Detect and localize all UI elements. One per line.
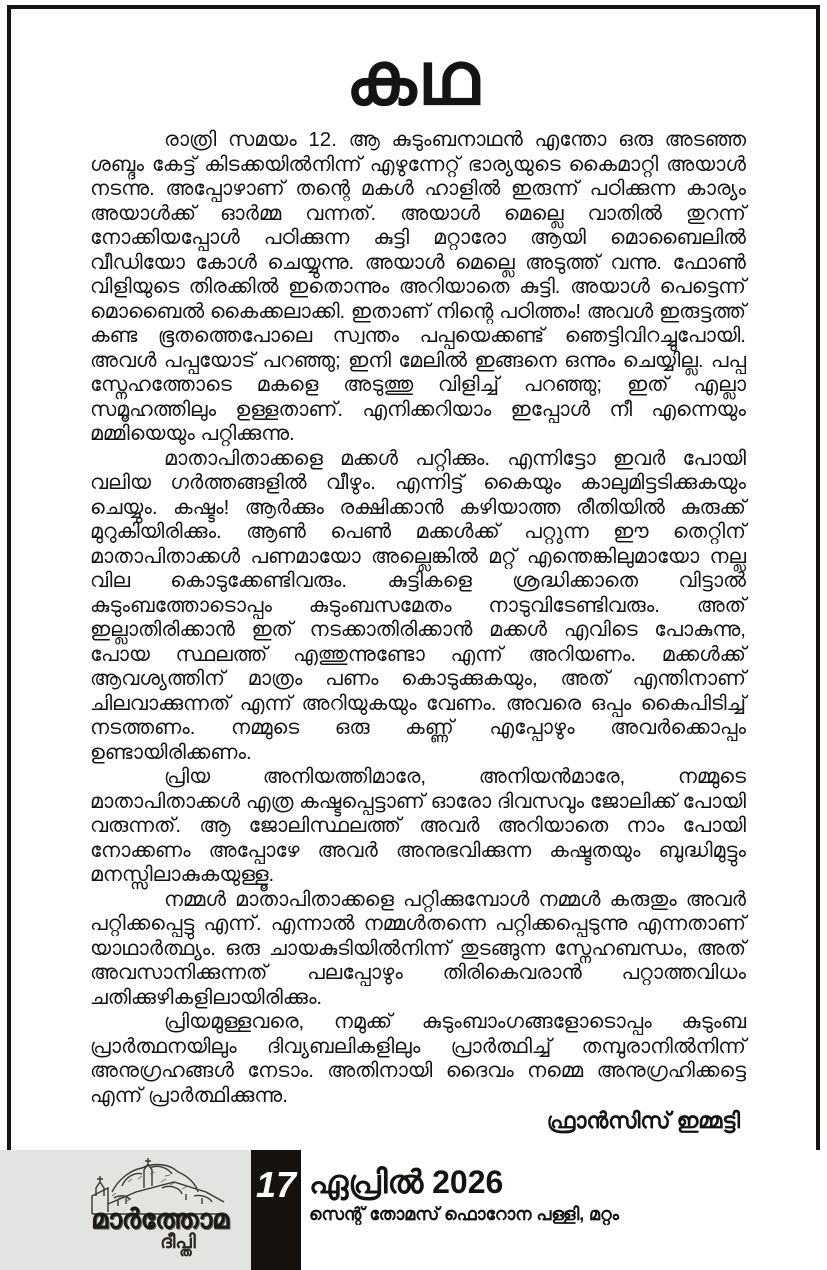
logo-wordmark-line1: മാർത്തോമ bbox=[91, 1204, 229, 1234]
logo-block bbox=[0, 1150, 251, 1270]
story-paragraph: രാത്രി സമയം 12. ആ കുടുംബനാഥൻ എന്തോ ഒരു അടഞ്ഞ ശബ്ദം കേട്ട് കിടക്കയിൽനിന്ന് എഴുന്നേറ്റ് ഭാര്യയുടെ കൈമാറ്റി അയാൾ നടന്നു. അപ്പോഴാണ് തന്റെ മകൾ ഹാളിൽ ഇരുന്ന് പഠിക്കുന്ന കാര്യം അയാൾക്ക് ഓർമ്മ വന്നത്. അയാൾ മെല്ലെ വാതിൽ തുറന്ന് നോക്കിയപ്പോൾ പഠിക്കുന്ന കുട്ടി മറ്റാരോ ആയി മൊബൈലിൽ വീഡിയോ കോൾ ചെയ്യുന്നു. അയാൾ മെല്ലെ അടുത്ത് വന്നു. ഫോൺ വിളിയുടെ തിരക്കിൽ ഇതൊന്നും അറിയാതെ കുട്ടി. അയാൾ പെട്ടെന്ന് മൊബൈൽ കൈക്കലാക്കി. ഇതാണ് നിന്റെ പഠിത്തം! അവൾ ഇരുട്ടത്ത് കണ്ട ഭൂതത്തെപോലെ സ്വന്തം പപ്പയെക്കണ്ട് ഞെട്ടിവിറച്ചുപോയി. അവൾ പപ്പയോട് പറഞ്ഞു; ഇനി മേലിൽ ഇങ്ങനെ ഒന്നും ചെയ്യില്ല. പപ്പ സ്നേഹത്തോടെ മകളെ അടുത്തു വിളിച്ച് പറഞ്ഞു; ഇത് എല്ലാ സമൂഹത്തിലും ഉള്ളതാണ്. എനിക്കറിയാം ഇപ്പോൾ നീ എന്നെയും മമ്മിയെയും പറ്റിക്കുന്നു. bbox=[90, 128, 746, 445]
author-signature: ഫ്രാൻസിസ് ഇമ്മട്ടി bbox=[546, 1108, 740, 1133]
footer-band bbox=[0, 1150, 827, 1270]
issue-date: ഏപ്രിൽ 2026 bbox=[309, 1164, 504, 1200]
logo-wordmark-line2: ദീപ്തി bbox=[160, 1232, 196, 1253]
marthoma-deepthi-logo bbox=[78, 1152, 238, 1264]
page-number-bar bbox=[251, 1150, 301, 1270]
church-name: സെന്റ് തോമസ് ഫൊറോന പള്ളി, മറ്റം bbox=[309, 1204, 619, 1224]
story-paragraph: നമ്മൾ മാതാപിതാക്കളെ പറ്റിക്കുമ്പോൾ നമ്മൾ കരുതും അവർ പറ്റിക്കപ്പെട്ടു എന്ന്. എന്നാൽ നമ്മൾതന്നെ പറ്റിക്കപ്പെടുന്നു എന്നതാണ് യാഥാർത്ഥ്യം. ഒരു ചായകുടിയിൽനിന്ന് തുടങ്ങുന്ന സ്നേഹബന്ധം, അത് അവസാനിക്കുന്നത് പലപ്പോഴും തിരികെവരാൻ പറ്റാത്തവിധം ചതിക്കുഴികളിലായിരിക്കും. bbox=[90, 887, 746, 1009]
story-paragraph: പ്രിയ അനിയത്തിമാരേ, അനിയൻമാരേ, നമ്മുടെ മാതാപിതാക്കൾ എത്ര കഷ്ടപ്പെട്ടാണ് ഓരോ ദിവസവും ജോലിക്ക് പോയി വരുന്നത്. ആ ജോലിസ്ഥലത്ത് അവർ അറിയാതെ നാം പോയി നോക്കണം അപ്പോഴേ അവർ അനുഭവിക്കുന്ന കഷ്ടതയും ബുദ്ധിമുട്ടും മനസ്സിലാകുകയുള്ളൂ. bbox=[90, 765, 746, 886]
story-paragraph: മാതാപിതാക്കളെ മക്കൾ പറ്റിക്കും. എന്നിട്ടോ ഇവർ പോയി വലിയ ഗർത്തങ്ങളിൽ വീഴും. എന്നിട്ട് കൈയും കാലുമിട്ടടിക്കുകയും ചെയ്യും. കഷ്ടം! ആർക്കും രക്ഷിക്കാൻ കഴിയാത്ത രീതിയിൽ കുരുക്ക് മുറുകിയിരിക്കും. ആൺ പെൺ മക്കൾക്ക് പറ്റുന്ന ഈ തെറ്റിന് മാതാപിതാക്കൾ പണമായോ അല്ലെങ്കിൽ മറ്റ് എന്തെങ്കിലുമായോ നല്ല വില കൊടുക്കേണ്ടിവരും. കുട്ടികളെ ശ്രദ്ധിക്കാതെ വിട്ടാൽ കുടുംബത്തോടൊപ്പം കുടുംബസമേതം നാടുവിടേണ്ടിവരും. അത് ഇല്ലാതിരിക്കാൻ ഇത് നടക്കാതിരിക്കാൻ മക്കൾ എവിടെ പോകുന്നു, പോയ സ്ഥലത്ത് എത്തുന്നുണ്ടോ എന്ന് അറിയണം. മക്കൾക്ക് ആവശ്യത്തിന് മാത്രം പണം കൊടുക്കുകയും, അത് എന്തിനാണ് ചിലവാക്കുന്നത് എന്ന് അറിയുകയും വേണം. അവരെ ഒപ്പം കൈപിടിച്ച് നടത്തണം. നമ്മുടെ ഒരു കണ്ണ് എപ്പോഴും അവർക്കൊപ്പം ഉണ്ടായിരിക്കണം. bbox=[90, 446, 746, 764]
page-number: 17 bbox=[255, 1164, 297, 1205]
story-text bbox=[90, 128, 746, 1108]
page-title: കഥ bbox=[345, 37, 482, 120]
story-paragraph: പ്രിയമുള്ളവരെ, നമുക്ക് കുടുംബാംഗങ്ങളോടൊപ്പം കുടുംബ പ്രാർത്ഥനയിലും ദിവ്യബലികളിലും പ്രാർത്ഥിച്ച് തമ്പുരാനിൽനിന്ന് അനുഗ്രഹങ്ങൾ നേടാം. അതിനായി ദൈവം നമ്മെ അനുഗ്രഹിക്കട്ടെ എന്ന് പ്രാർത്ഥിക്കുന്നു. bbox=[90, 1010, 746, 1107]
